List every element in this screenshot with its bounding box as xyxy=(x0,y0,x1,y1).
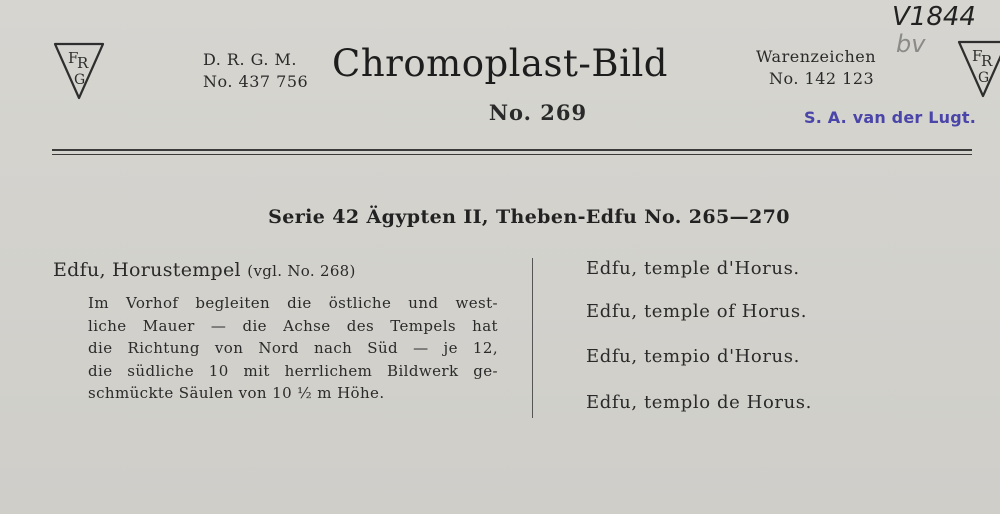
card-number: No. 269 xyxy=(488,100,588,125)
svg-text:R: R xyxy=(981,52,993,70)
svg-text:F: F xyxy=(972,47,983,65)
header-rule-top xyxy=(52,149,972,151)
description-line: die Richtung von Nord nach Süd — je 12, xyxy=(88,339,498,357)
svg-text:R: R xyxy=(77,54,89,72)
pencil-note: bv xyxy=(896,30,926,58)
svg-text:F: F xyxy=(68,49,79,67)
series-line: Serie 42 Ägypten II, Theben-Edfu No. 265—270 xyxy=(268,206,790,228)
drgm-label: D. R. G. M. xyxy=(203,50,297,69)
handwritten-inventory-number: V1844 xyxy=(892,2,976,32)
translation-french: Edfu, temple d'Horus. xyxy=(586,258,800,279)
german-heading xyxy=(53,259,356,281)
german-heading-ref: (vgl. No. 268) xyxy=(247,262,356,280)
trademark-number: No. 142 123 xyxy=(769,69,875,88)
description-line: die südliche 10 mit herrlichem Bildwerk ge- xyxy=(88,361,498,380)
svg-text:G: G xyxy=(978,70,990,86)
description-line: liche Mauer — die Achse des Tempels hat xyxy=(88,316,498,335)
description-line: schmückte Säulen von 10 ½ m Höhe. xyxy=(88,384,385,402)
translation-spanish: Edfu, templo de Horus. xyxy=(586,392,812,413)
card-title: Chromoplast-Bild xyxy=(332,42,668,85)
trademark-label: Warenzeichen xyxy=(756,47,877,66)
description-line: Im Vorhof begleiten die östliche und west- xyxy=(88,294,498,312)
owner-stamp-text: S. A. van der Lugt. xyxy=(804,108,977,127)
translation-english: Edfu, temple of Horus. xyxy=(586,301,808,322)
header-rule-bottom xyxy=(52,154,972,155)
column-divider xyxy=(532,258,533,418)
translation-italian: Edfu, tempio d'Horus. xyxy=(586,346,800,367)
german-heading-title: Edfu, Horustempel xyxy=(53,259,241,281)
drgm-number: No. 437 756 xyxy=(203,72,309,91)
svg-text:G: G xyxy=(74,72,86,88)
owner-stamp xyxy=(804,108,976,127)
german-description xyxy=(88,292,498,405)
